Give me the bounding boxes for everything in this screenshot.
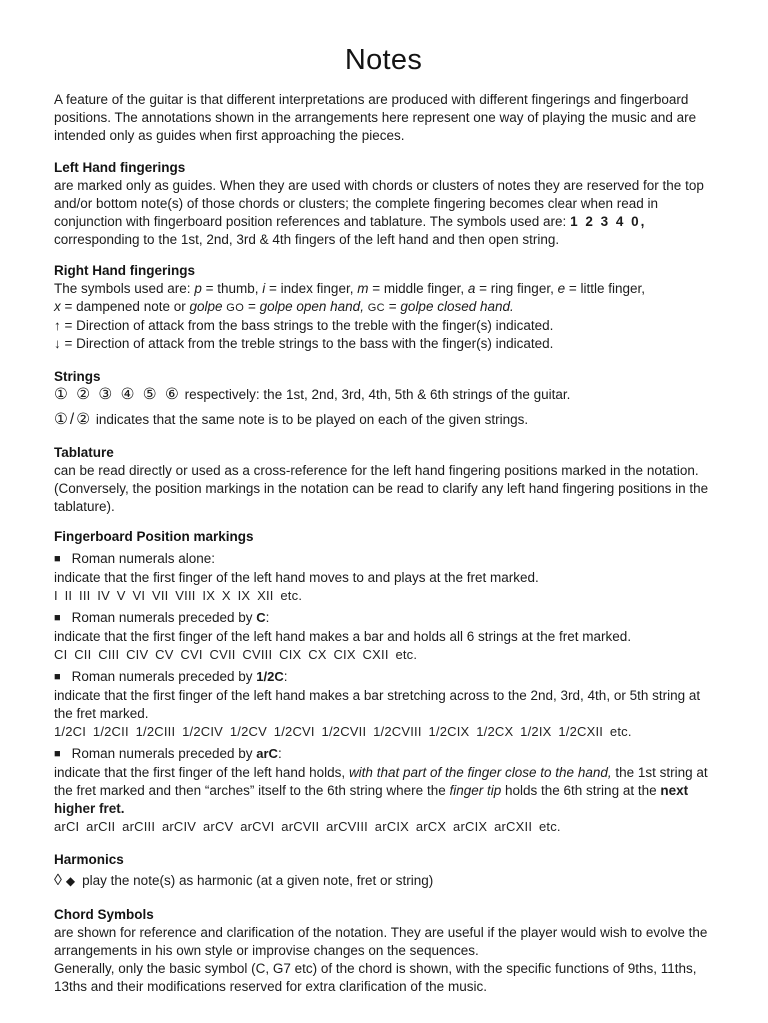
right-hand-up-arrow-line: ↑ = Direction of attack from the bass strings to the treble with the finger(s) indicated. bbox=[54, 318, 554, 333]
strings-same-note-line bbox=[54, 411, 713, 429]
text-segment: arC bbox=[256, 746, 278, 761]
page-title: Notes bbox=[344, 44, 423, 76]
strings-heading: Strings bbox=[54, 369, 101, 384]
text-segment: corresponding to the 1st, 2nd, 3rd & 4th fingers of the left hand and then open string. bbox=[54, 232, 560, 247]
text-segment: play the note(s) as harmonic (at a given note, fret or string) bbox=[82, 873, 434, 888]
text-segment: p bbox=[194, 281, 202, 296]
text-segment: 1 2 3 4 0, bbox=[570, 214, 647, 229]
text-segment: The symbols used are: bbox=[54, 281, 195, 296]
text-segment: = thumb, bbox=[201, 281, 263, 296]
right-hand-symbols-line bbox=[54, 280, 713, 298]
fingerboard-item-half-c bbox=[54, 668, 713, 741]
text-segment: ■ bbox=[54, 748, 61, 760]
text-segment: GC bbox=[367, 302, 386, 314]
section-strings bbox=[54, 368, 713, 429]
item-description bbox=[54, 628, 713, 646]
text-segment: ① ② ③ ④ ⑤ ⑥ bbox=[54, 386, 181, 403]
text-segment: Roman numerals preceded by bbox=[71, 669, 257, 684]
text-segment: ①/② bbox=[54, 411, 93, 428]
text-segment: are marked only as guides. When they are used with chords or clusters of notes they are reserved for the top and/or bottom note(s) of those chords or clusters; the complete fingering becomes clear when read in conjunction with fingerboard position references and tablature. The symbols used are: bbox=[54, 178, 704, 229]
text-segment: the 1st string at the fret marked and then “arches” itself to the 6th string where the bbox=[54, 765, 708, 798]
text-segment: ■ bbox=[54, 553, 61, 565]
text-segment: = bbox=[244, 299, 260, 314]
chord-symbols-paragraph-2: Generally, only the basic symbol (C, G7 etc) of the chord is shown, with the specific functions of 9ths, 11ths, 13ths and their modifications reserved for extra clarification of the music. bbox=[54, 961, 697, 994]
text-segment: = bbox=[385, 299, 401, 314]
text-segment: GO bbox=[226, 302, 245, 314]
left-hand-heading: Left Hand fingerings bbox=[54, 160, 186, 175]
text-segment: : bbox=[283, 669, 288, 684]
text-segment: respectively: the 1st, 2nd, 3rd, 4th, 5th & 6th strings of the guitar. bbox=[180, 387, 571, 402]
right-hand-down-arrow-line: ↓ = Direction of attack from the treble strings to the bass with the finger(s) indicated. bbox=[54, 336, 554, 351]
chord-symbols-paragraph-1: are shown for reference and clarification of the notation. They are useful if the player would wish to evolve the arrangements in his own style or improvise changes on the sequences. bbox=[54, 925, 708, 958]
left-hand-paragraph bbox=[54, 177, 713, 249]
text-segment: ◆ bbox=[65, 874, 76, 888]
harmonics-heading: Harmonics bbox=[54, 852, 124, 867]
text-segment: indicate that the first finger of the left hand moves to and plays at the fret marked. bbox=[54, 570, 539, 585]
section-fingerboard-position-markings bbox=[54, 528, 713, 836]
text-segment: golpe bbox=[189, 299, 223, 314]
strings-numbers-line bbox=[54, 386, 713, 404]
text-segment: indicates that the same note is to be played on each of the given strings. bbox=[92, 412, 529, 427]
item-description bbox=[54, 764, 713, 818]
item-label bbox=[54, 668, 713, 687]
text-segment: 1/2C bbox=[256, 669, 284, 684]
text-segment: ◊ bbox=[54, 872, 62, 889]
text-segment: with that part of the finger close to the hand, bbox=[348, 765, 612, 780]
text-segment: finger tip bbox=[449, 783, 502, 798]
section-harmonics bbox=[54, 851, 713, 891]
text-segment: holds the 6th string at the bbox=[501, 783, 661, 798]
fingerboard-item-c bbox=[54, 609, 713, 664]
chord-symbols-heading: Chord Symbols bbox=[54, 907, 154, 922]
item-label bbox=[54, 609, 713, 628]
section-left-hand-fingerings bbox=[54, 159, 713, 249]
section-tablature bbox=[54, 444, 713, 516]
text-segment: indicate that the first finger of the left hand makes a bar and holds all 6 strings at the fret marked. bbox=[54, 629, 632, 644]
text-segment: Roman numerals preceded by bbox=[71, 746, 257, 761]
text-segment: a bbox=[467, 281, 476, 296]
text-segment: indicate that the first finger of the left hand makes a bar stretching across to the 2nd, 3rd, 4th, or 5th string at the fret marked. bbox=[54, 688, 701, 721]
text-segment: m bbox=[357, 281, 369, 296]
item-series: CI CII CIII CIV CV CVI CVII CVIII CIX CX CIX CXII etc. bbox=[54, 647, 418, 662]
text-segment: = ring finger, bbox=[475, 281, 558, 296]
item-series: 1/2CI 1/2CII 1/2CIII 1/2CIV 1/2CV 1/2CVI 1/2CVII 1/2CVIII 1/2CIX 1/2CX 1/2IX 1/2CXII etc. bbox=[54, 724, 632, 739]
text-segment: ■ bbox=[54, 612, 61, 624]
text-segment: Roman numerals preceded by bbox=[71, 610, 257, 625]
text-segment: indicate that the first finger of the left hand holds, bbox=[54, 765, 349, 780]
text-segment: = dampened note or bbox=[60, 299, 190, 314]
fingerboard-heading: Fingerboard Position markings bbox=[54, 529, 254, 544]
text-segment: i bbox=[262, 281, 266, 296]
text-segment: ■ bbox=[54, 671, 61, 683]
text-segment: e bbox=[557, 281, 566, 296]
intro-paragraph: A feature of the guitar is that different interpretations are produced with different fingerings and fingerboard positions. The annotations shown in the arrangements here represent one way of playing the music and are intended only as guides when first approaching the pieces. bbox=[54, 92, 697, 143]
item-description bbox=[54, 569, 713, 587]
right-hand-heading: Right Hand fingerings bbox=[54, 263, 195, 278]
item-label bbox=[54, 550, 713, 569]
right-hand-golpe-line bbox=[54, 298, 713, 317]
text-segment: next higher fret. bbox=[54, 783, 689, 816]
text-segment: Roman numerals alone: bbox=[71, 551, 215, 566]
tablature-paragraph: can be read directly or used as a cross-reference for the left hand fingering positions marked in the notation. (Conversely, the position markings in the notation can be read to clarify any left hand fingering positions in the tablature). bbox=[54, 463, 709, 514]
text-segment: golpe open hand, bbox=[259, 299, 364, 314]
text-segment: : bbox=[277, 746, 282, 761]
text-segment: C bbox=[256, 610, 266, 625]
text-segment: golpe closed hand. bbox=[400, 299, 514, 314]
item-series: arCI arCII arCIII arCIV arCV arCVI arCVII arCVIII arCIX arCX arCIX arCXII etc. bbox=[54, 819, 561, 834]
item-series: I II III IV V VI VII VIII IX X IX XII etc. bbox=[54, 588, 303, 603]
tablature-heading: Tablature bbox=[54, 445, 114, 460]
item-label bbox=[54, 745, 713, 764]
text-segment: = index finger, bbox=[265, 281, 358, 296]
item-description bbox=[54, 687, 713, 723]
harmonics-symbols-line bbox=[54, 871, 713, 891]
text-segment: x bbox=[54, 299, 61, 314]
fingerboard-item-roman-alone bbox=[54, 550, 713, 605]
text-segment: = little finger, bbox=[565, 281, 646, 296]
section-chord-symbols bbox=[54, 906, 713, 996]
text-segment: = middle finger, bbox=[368, 281, 468, 296]
page-content bbox=[54, 42, 713, 996]
fingerboard-item-arc bbox=[54, 745, 713, 836]
text-segment: : bbox=[265, 610, 270, 625]
section-right-hand-fingerings bbox=[54, 262, 713, 353]
